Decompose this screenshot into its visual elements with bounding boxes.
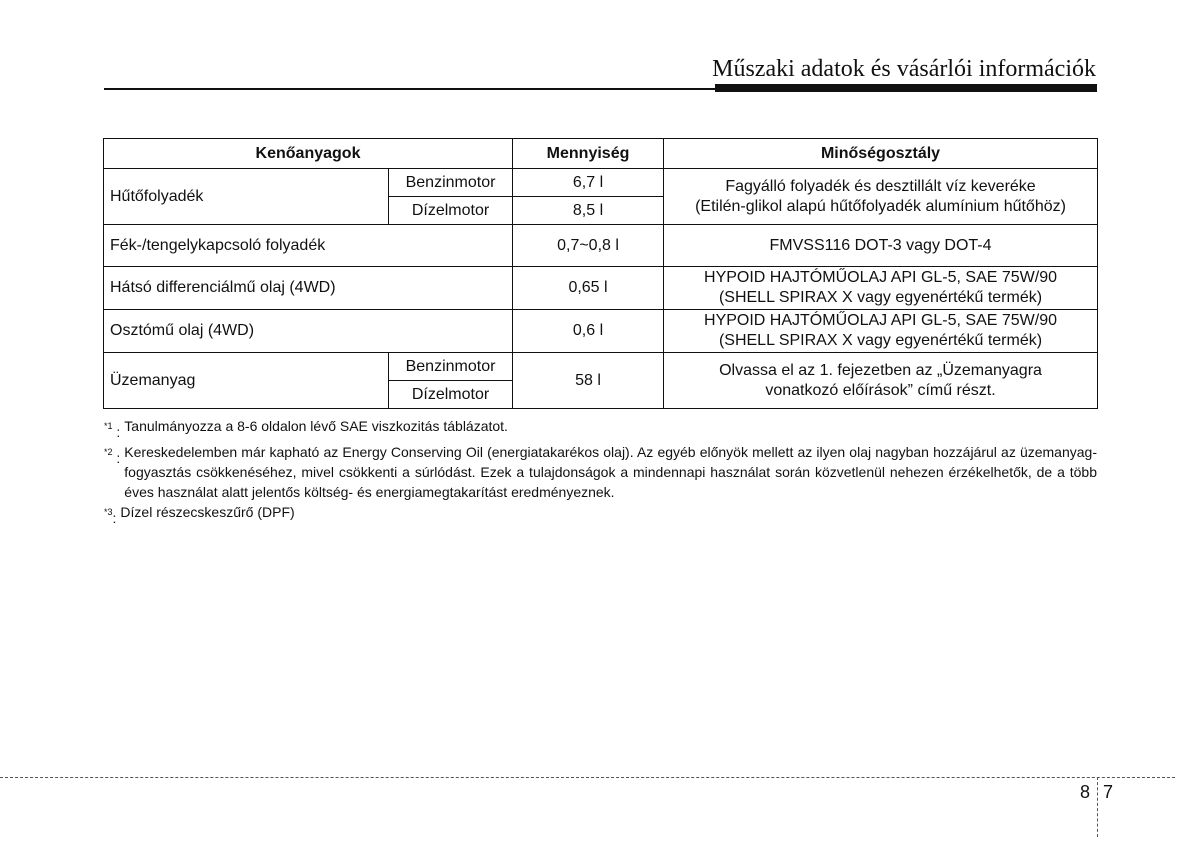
quality-cell (664, 310, 1098, 353)
engine-type-petrol: Benzinmotor (389, 169, 513, 197)
footnote-text: Kereskedelemben már kapható az Energy Conserving Oil (energiatakarékos olaj). Az egyéb előnyök mellett az ilyen olaj nagyban hozzájárul az üzemanyag-fogyasztás csökkenéséhez, mivel csökkenti a súrlódást. Ezek a tulajdonságok a mindennapi használat során közvetlenül nehezen érzékelhetők, de a több éves használat alatt jelentős költség- és energiamegtakarítást eredményeznek. (124, 444, 1097, 500)
table-row (104, 267, 1098, 310)
table-row (104, 169, 1098, 197)
footnote-separator: : (112, 510, 117, 526)
table-header-row (104, 139, 1098, 169)
quality-line: Fagyálló folyadék és desztillált víz keveréke (725, 177, 1036, 195)
footnote-mark: *2 (104, 447, 113, 457)
footnotes (104, 416, 1097, 528)
page-title: Műszaki adatok és vásárlói információk (712, 56, 1096, 82)
header-lubricants: Kenőanyagok (104, 139, 513, 169)
engine-type-petrol: Benzinmotor (389, 353, 513, 381)
engine-type-diesel: Dízelmotor (389, 197, 513, 225)
quality-cell: FMVSS116 DOT-3 vagy DOT-4 (664, 225, 1098, 267)
row-name-coolant: Hűtőfolyadék (104, 169, 389, 225)
quality-line: (SHELL SPIRAX X vagy egyenértékű termék) (718, 289, 1043, 306)
quantity-cell: 58 l (513, 353, 664, 409)
table-row (104, 310, 1098, 353)
quality-cell (664, 267, 1098, 310)
lubricant-table (103, 138, 1098, 409)
header-quantity: Mennyiség (513, 139, 664, 169)
footnote-text: Dízel részecskeszűrő (DPF) (120, 504, 295, 520)
quantity-cell: 8,5 l (513, 197, 664, 225)
header-rule-accent (715, 84, 1097, 92)
footnote (104, 502, 1097, 528)
footer-page-divider (1097, 777, 1098, 837)
quality-line: vonatkozó előírások” című részt. (765, 381, 996, 399)
row-name-rear-diff: Hátsó differenciálmű olaj (4WD) (104, 267, 513, 310)
row-name-transfer: Osztómű olaj (4WD) (104, 310, 513, 353)
engine-type-diesel: Dízelmotor (389, 381, 513, 409)
table-row (104, 225, 1098, 267)
quality-line: (SHELL SPIRAX X vagy egyenértékű termék) (718, 332, 1043, 349)
table-row (104, 353, 1098, 381)
header-quality: Minőségosztály (664, 139, 1098, 169)
footnote-mark: *3 (104, 507, 113, 517)
quality-cell (664, 353, 1098, 409)
quality-line: HYPOID HAJTÓMŰOLAJ API GL-5, SAE 75W/90 (704, 312, 1058, 329)
page-number: 7 (1103, 782, 1114, 802)
quality-line: (Etilén-glikol alapú hűtőfolyadék alumínium hűtőhöz) (695, 197, 1066, 215)
footnote-mark: *1 (104, 421, 113, 431)
quality-cell (664, 169, 1098, 225)
footnote-text: Tanulmányozza a 8-6 oldalon lévő SAE viszkozitás táblázatot. (124, 418, 508, 434)
footnote-separator: : (112, 424, 121, 440)
footnote (104, 416, 1097, 442)
chapter-number: 8 (1080, 782, 1091, 802)
quantity-cell: 0,6 l (513, 310, 664, 353)
footnote (104, 442, 1097, 502)
quantity-cell: 0,7~0,8 l (513, 225, 664, 267)
quality-line: Olvassa el az 1. fejezetben az „Üzemanyagra (719, 361, 1042, 379)
quantity-cell: 0,65 l (513, 267, 664, 310)
row-name-brake: Fék-/tengelykapcsoló folyadék (104, 225, 513, 267)
footnote-separator: : (112, 450, 121, 466)
quantity-cell: 6,7 l (513, 169, 664, 197)
row-name-fuel: Üzemanyag (104, 353, 389, 409)
quality-line: HYPOID HAJTÓMŰOLAJ API GL-5, SAE 75W/90 (704, 269, 1058, 286)
footer-divider (0, 777, 1175, 778)
